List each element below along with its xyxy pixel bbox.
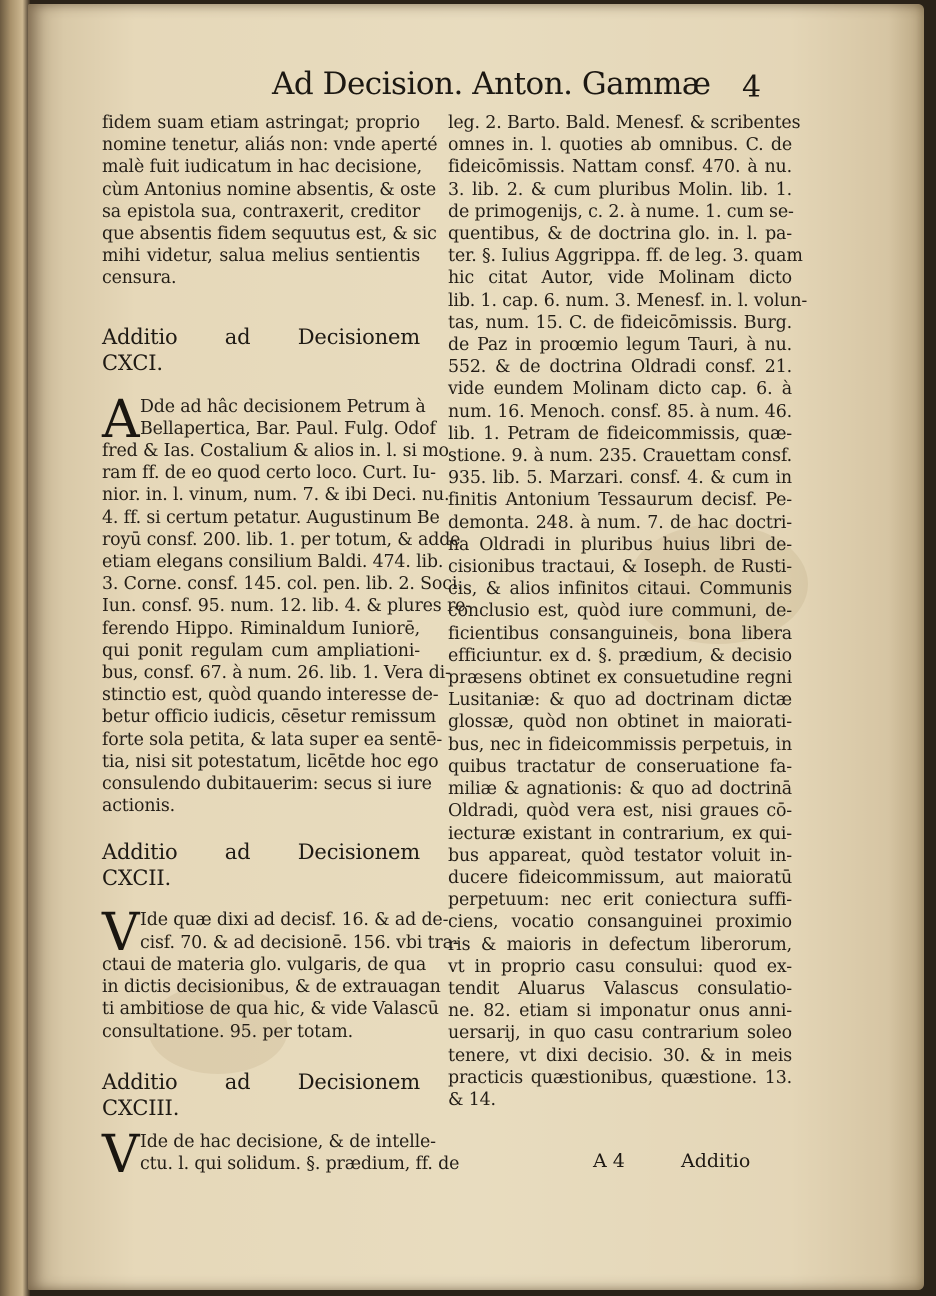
text-line: na Oldradi in pluribus huius libri de-: [448, 534, 792, 555]
text-line: demonta. 248. à num. 7. de hac doctri-: [448, 512, 792, 533]
text-line: bus, consf. 67. à num. 26. lib. 1. Vera di-: [102, 663, 451, 684]
text-line: efficiuntur. ex d. §. prædium, & decisio: [448, 645, 792, 666]
text-line: quentibus, & de doctrina glo. in. l. pa-: [448, 224, 792, 245]
text-line: glossæ, quòd non obtinet in maiorati-: [448, 712, 792, 733]
text-line: bus appareat, quòd testator voluit in-: [448, 845, 792, 866]
previous-page-edge: [0, 0, 30, 1296]
text-line: tia, nisi sit potestatum, licētde hoc ego: [102, 751, 439, 772]
text-line: omnes in. l. quoties ab omnibus. C. de: [448, 135, 792, 156]
text-line: practicis quæstionibus, quæstione. 13.: [448, 1067, 792, 1088]
text-line: consultatione. 95. per totam.: [102, 1021, 353, 1042]
text-line: betur officio iudicis, cēsetur remissum: [102, 707, 437, 728]
text-line: conclusio est, quòd iure communi, de-: [448, 601, 792, 622]
text-line: que absentis fidem sequutus est, & sic: [102, 224, 437, 245]
text-line: forte sola petita, & lata super ea sentē-: [102, 729, 443, 750]
text-line: malè fuit iudicatum in hac decisione,: [102, 157, 423, 178]
catchword: Additio: [681, 1150, 751, 1172]
text-line: fred & Ias. Costalium & alios in. l. si mo: [102, 441, 449, 462]
text-line: Oldradi, quòd vera est, nisi graues cō-: [448, 801, 792, 822]
text-line: mihi videtur, salua melius sentientis: [102, 246, 420, 267]
text-line: actionis.: [102, 796, 175, 817]
text-line: 3. lib. 2. & cum pluribus Molin. lib. 1.: [448, 179, 792, 200]
page-number: 4: [742, 70, 762, 105]
text-line: tendit Aluarus Valascus consulatio-: [448, 978, 792, 999]
text-line: iecturæ existant in contrarium, ex qui-: [448, 823, 792, 844]
text-line: bus, nec in fideicommissis perpetuis, in: [448, 734, 792, 755]
text-line: ducere fideicommissum, aut maioratū: [448, 867, 792, 888]
heading-numeral: CXCIII.: [102, 1095, 180, 1120]
text-line: ne. 82. etiam si imponatur onus anni-: [448, 1001, 792, 1022]
text-line: leg. 2. Barto. Bald. Menesf. & scribentes: [448, 113, 801, 133]
text-line: nior. in. l. vinum, num. 7. & ibi Deci. nu.: [102, 485, 450, 506]
text-line: de primogenijs, c. 2. à nume. 1. cum se-: [448, 201, 794, 222]
text-line: qui ponit regulam cum ampliationi-: [102, 640, 420, 661]
text-line: cùm Antonius nomine absentis, & oste: [102, 179, 437, 200]
text-line: uersarij, in quo casu contrarium soleo: [448, 1023, 792, 1044]
text-line: fideicōmissis. Nattam consf. 470. à nu.: [448, 157, 792, 178]
section-body-193: [102, 1124, 460, 1185]
text-line: præsens obtinet ex consuetudine regni: [448, 668, 792, 689]
text-line: Ide de hac decisione, & de intelle-: [140, 1131, 436, 1152]
text-line: Dde ad hâc decisionem Petrum à: [140, 396, 426, 417]
heading-title: Additio ad Decisionem: [102, 1069, 420, 1094]
text-line: ficientibus consanguineis, bona libera: [448, 623, 792, 644]
section-heading-192: [102, 839, 420, 891]
drop-cap: V: [102, 1124, 140, 1185]
text-line: royū consf. 200. lib. 1. per totum, & adde: [102, 529, 461, 550]
drop-cap: V: [102, 903, 140, 964]
text-line: Bellapertica, Bar. Paul. Fulg. Odof: [140, 418, 436, 439]
text-line: lib. 1. cap. 6. num. 3. Menesf. in. l. volun-: [448, 290, 808, 311]
text-line: lib. 1. Petram de fideicommissis, quæ-: [448, 423, 792, 444]
text-line: cisf. 70. & ad decisionē. 156. vbi tra-: [140, 932, 459, 953]
section-heading-193: [102, 1069, 420, 1121]
text-line: ctu. l. qui solidum. §. prædium, ff. de: [140, 1153, 460, 1174]
text-line: etiam elegans consilium Baldi. 474. lib.: [102, 552, 444, 573]
text-line: hic citat Autor, vide Molinam dicto: [448, 268, 792, 289]
intro-paragraph: [102, 112, 438, 290]
text-line: quibus tractatur de conseruatione fa-: [448, 756, 792, 777]
heading-title: Additio ad Decisionem: [102, 840, 420, 865]
left-column: [102, 112, 471, 1185]
section-body-191: [102, 389, 471, 818]
text-line: tenere, vt dixi decisio. 30. & in meis: [448, 1045, 792, 1066]
signature-mark: A 4: [593, 1150, 625, 1172]
text-line: Ide quæ dixi ad decisf. 16. & ad de-: [140, 910, 449, 931]
text-line: stinctio est, quòd quando interesse de-: [102, 685, 439, 706]
text-line: ciens, vocatio consanguinei proximio: [448, 912, 792, 933]
text-line: censura.: [102, 268, 177, 289]
text-line: 935. lib. 5. Marzari. consf. 4. & cum in: [448, 468, 792, 489]
text-line: ris & maioris in defectum liberorum,: [448, 934, 792, 955]
running-head: Ad Decision. Anton. Gammæ: [272, 66, 711, 102]
text-line: & 14.: [448, 1089, 496, 1110]
text-line: fidem suam etiam astringat; proprio: [102, 113, 420, 133]
text-line: 4. ff. si certum petatur. Augustinum Be: [102, 507, 440, 528]
text-line: 3. Corne. consf. 145. col. pen. lib. 2. Soci.: [102, 574, 463, 595]
text-line: tas, num. 15. C. de fideicōmissis. Burg.: [448, 312, 792, 333]
text-line: sa epistola sua, contraxerit, creditor: [102, 201, 420, 222]
text-line: stione. 9. à num. 235. Crauettam consf.: [448, 446, 792, 467]
text-line: ter. §. Iulius Aggrippa. ff. de leg. 3. quam: [448, 246, 803, 267]
heading-numeral: CXCI.: [102, 350, 163, 375]
text-line: num. 16. Menoch. consf. 85. à num. 46.: [448, 401, 792, 422]
text-line: Lusitaniæ: & quo ad doctrinam dictæ: [448, 690, 792, 711]
text-line: cis, & alios infinitos citaui. Communis: [448, 579, 792, 600]
text-line: vide eundem Molinam dicto cap. 6. à: [448, 379, 792, 400]
heading-title: Additio ad Decisionem: [102, 324, 420, 349]
text-line: finitis Antonium Tessaurum decisf. Pe-: [448, 490, 792, 511]
section-heading-191: [102, 324, 420, 376]
text-line: 552. & de doctrina Oldradi consf. 21.: [448, 357, 792, 378]
text-line: consulendo dubitauerim: secus si iure: [102, 774, 432, 795]
text-line: ctaui de materia glo. vulgaris, de qua: [102, 954, 427, 975]
section-body-192: [102, 903, 459, 1042]
heading-numeral: CXCII.: [102, 866, 172, 891]
right-column: [448, 112, 808, 1111]
text-line: cisionibus tractaui, & Ioseph. de Rusti-: [448, 557, 792, 578]
text-line: Iun. consf. 95. num. 12. lib. 4. & plures re-: [102, 596, 471, 617]
text-line: miliæ & agnationis: & quo ad doctrinā: [448, 779, 792, 800]
text-line: ferendo Hippo. Riminaldum Iuniorē,: [102, 618, 420, 639]
text-line: perpetuum: nec erit coniectura suffi-: [448, 890, 792, 911]
text-line: nomine tenetur, aliás non: vnde aperté: [102, 135, 438, 156]
text-line: ti ambitiose de qua hic, & vide Valascū: [102, 999, 439, 1020]
text-line: ram ff. de eo quod certo loco. Curt. Iu-: [102, 463, 436, 484]
text-line: vt in proprio casu consului: quod ex-: [448, 956, 792, 977]
text-line: de Paz in proœmio legum Tauri, à nu.: [448, 335, 792, 356]
drop-cap: A: [102, 389, 140, 450]
text-line: in dictis decisionibus, & de extrauagan: [102, 977, 441, 998]
